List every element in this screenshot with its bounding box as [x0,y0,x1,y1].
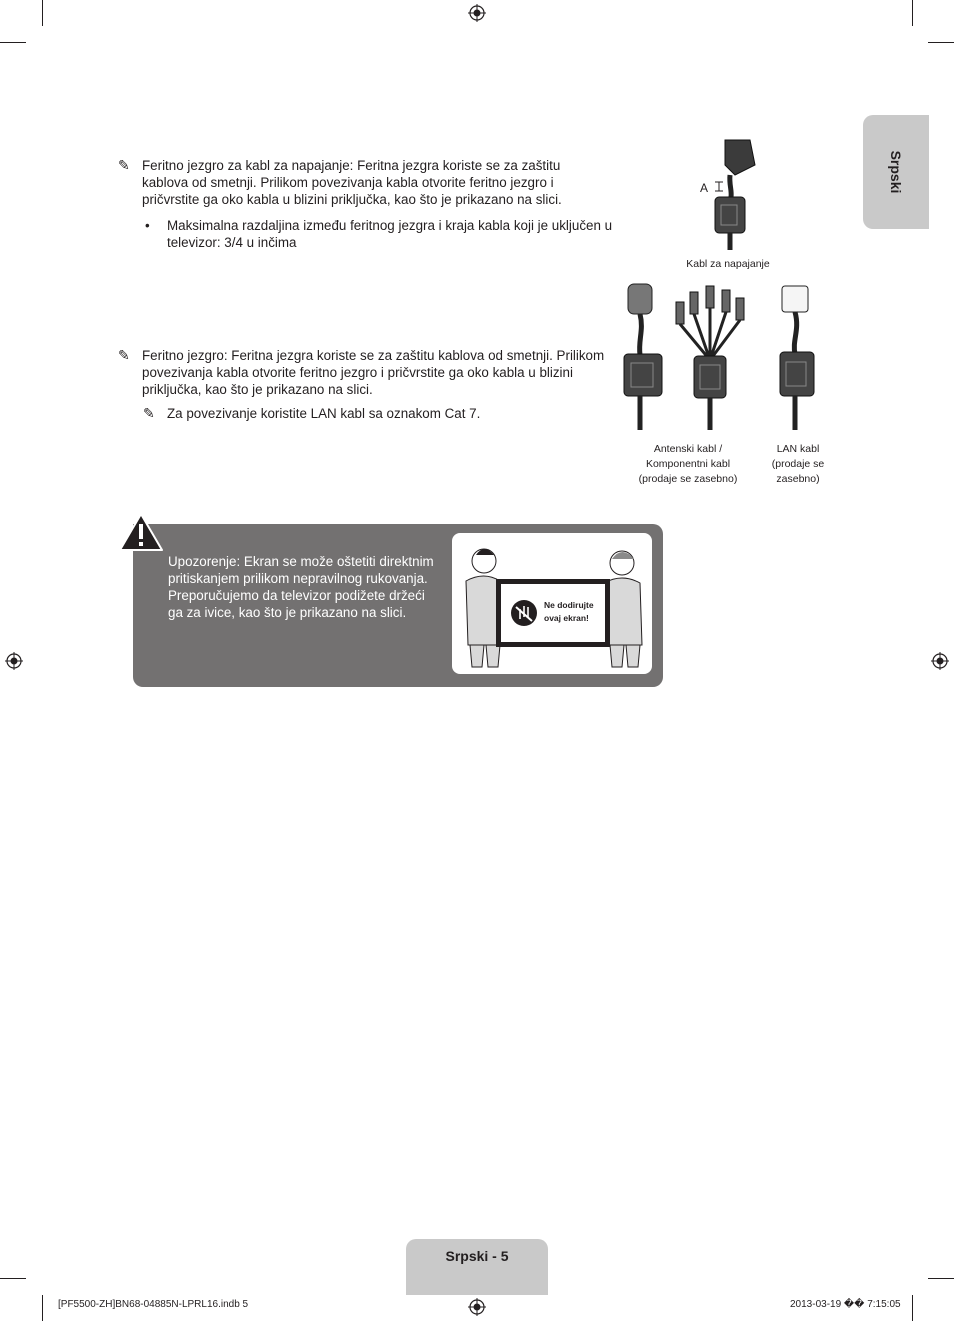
warning-triangle-icon [118,512,164,552]
antenna-caption [628,442,748,487]
antenna-caption-line: (prodaje se zasebno) [638,473,738,485]
tv-sign-line: Ne dodirujte [544,600,594,610]
registration-mark-icon [5,652,23,670]
crop-mark [0,42,26,43]
a-dimension-label: A [700,181,709,195]
antenna-caption-line: Komponentni kabl [645,458,731,470]
lan-cable-note-text: Za povezivanje koristite LAN kabl sa oznakom Cat 7. [167,406,481,421]
tv-sign-text [544,599,594,625]
ferrite-core-note-text: Feritno jezgro: Feritna jezgra koriste se za zaštitu kablova od smetnji. Prilikom povezivanja kabla otvorite feritno jezgro i pričvrstite ga oko kabla u blizini priključka, kao što je prikazano na slici. [142,348,605,397]
footer-file-info: [PF5500-ZH]BN68-04885N-LPRL16.indb 5 [58,1299,249,1310]
note-pencil-icon: ✎ [143,405,155,421]
tv-handling-illustration [452,533,652,674]
antenna-caption-line: Antenski kabl / [653,443,723,455]
crop-mark [928,42,954,43]
lan-caption [762,442,834,487]
registration-mark-icon [931,652,949,670]
power-cable-caption: Kabl za napajanje [686,258,770,270]
ferrite-power-note [118,157,587,208]
lan-caption-line: (prodaje se [771,458,825,470]
tv-sign-line: ovaj ekran! [544,613,589,623]
page-number: Srpski - 5 [445,1248,509,1264]
crop-mark [42,1295,43,1321]
language-side-tab [863,115,929,229]
note-pencil-icon: ✎ [118,347,130,363]
note-pencil-icon: ✎ [118,157,130,173]
registration-mark-icon [468,4,486,22]
footer-timestamp: 2013-03-19 �� 7:15:05 [790,1299,901,1310]
ferrite-distance-bullet [145,217,617,251]
crop-mark [42,0,43,26]
crop-mark [928,1278,954,1279]
bullet-dot-icon: • [145,218,150,233]
ferrite-power-note-text: Feritno jezgro za kabl za napajanje: Feritna jezgra koriste se za zaštitu kablova od smetnji. Prilikom povezivanja kabla otvorite feritno jezgro i pričvrstite ga oko kabla u blizini priključka, kao što je prikazano na slici. [142,158,562,207]
side-tab-label: Srpski [888,150,904,194]
warning-text: Upozorenje: Ekran se može oštetiti direktnim pritiskanjem prilikom nepravilnog rukovanja. Preporučujemo da televizor podižete držeći ga za ivice, kao što je prikazano na slici. [168,554,434,620]
ferrite-core-note [118,347,620,398]
crop-mark [912,1295,913,1321]
crop-mark [912,0,913,26]
registration-mark-icon [468,1298,486,1316]
lan-caption-line: zasebno) [776,473,820,485]
ferrite-distance-text: Maksimalna razdaljina između feritnog jezgra i kraja kabla koji je uključen u televizor: 3/4 u inčima [167,218,613,250]
page-number-tab [406,1239,548,1295]
crop-mark [0,1278,26,1279]
lan-cable-note [143,405,587,422]
ferrite-cables-illustration [618,280,833,430]
lan-caption-line: LAN kabl [776,443,820,455]
